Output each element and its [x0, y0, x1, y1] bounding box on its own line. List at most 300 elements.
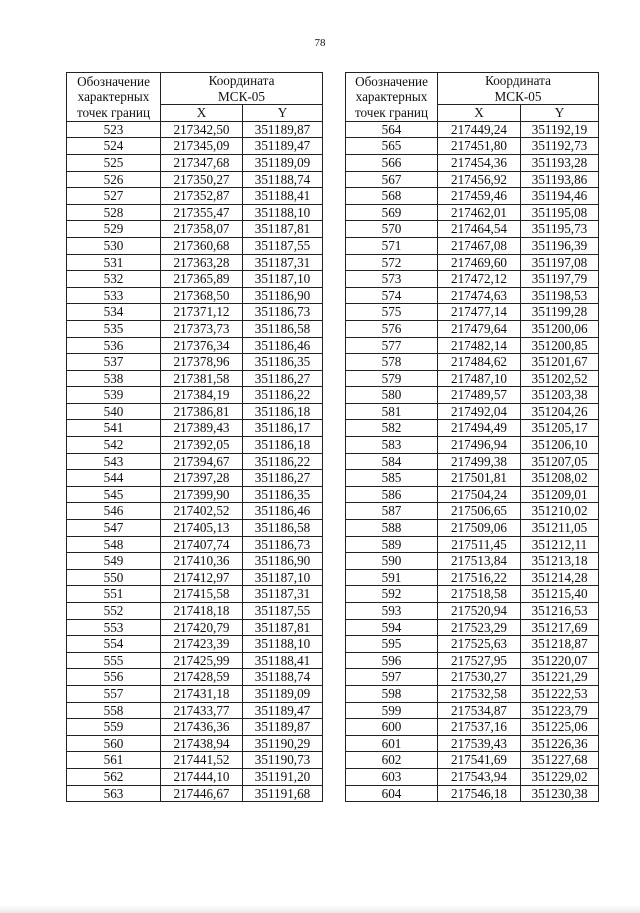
point-number-cell: 559: [67, 719, 161, 736]
point-number-cell: 598: [346, 685, 438, 702]
point-number-cell: 596: [346, 652, 438, 669]
x-coordinate-cell: 217415,58: [161, 586, 243, 603]
x-coordinate-cell: 217394,67: [161, 453, 243, 470]
x-coordinate-cell: 217410,36: [161, 553, 243, 570]
point-number-cell: 584: [346, 453, 438, 470]
table-header: [346, 73, 599, 122]
point-number-cell: 588: [346, 520, 438, 537]
table-row: [346, 553, 599, 570]
point-number-cell: 555: [67, 652, 161, 669]
table-body: [67, 121, 323, 801]
table-row: [67, 403, 323, 420]
y-coordinate-cell: 351186,35: [243, 354, 323, 371]
table-body: [346, 121, 599, 801]
y-coordinate-cell: 351188,41: [243, 188, 323, 205]
table-row: [67, 387, 323, 404]
point-number-cell: 550: [67, 569, 161, 586]
y-coordinate-cell: 351206,10: [521, 437, 599, 454]
table-row: [67, 320, 323, 337]
table-row: [67, 520, 323, 537]
x-coordinate-cell: 217376,34: [161, 337, 243, 354]
table-row: [346, 138, 599, 155]
x-coordinate-cell: 217506,65: [438, 503, 521, 520]
x-coordinate-cell: 217530,27: [438, 669, 521, 686]
x-coordinate-cell: 217474,63: [438, 287, 521, 304]
x-coordinate-cell: 217412,97: [161, 569, 243, 586]
y-coordinate-cell: 351199,28: [521, 304, 599, 321]
x-coordinate-cell: 217363,28: [161, 254, 243, 271]
table-row: [346, 221, 599, 238]
y-coordinate-cell: 351190,29: [243, 735, 323, 752]
table-row: [67, 685, 323, 702]
x-coordinate-cell: 217441,52: [161, 752, 243, 769]
table-row: [67, 254, 323, 271]
x-coordinate-cell: 217381,58: [161, 370, 243, 387]
y-coordinate-cell: 351187,55: [243, 603, 323, 620]
point-number-cell: 603: [346, 768, 438, 785]
x-coordinate-cell: 217537,16: [438, 719, 521, 736]
table-row: [346, 685, 599, 702]
x-coordinate-cell: 217347,68: [161, 154, 243, 171]
coordinate-system-header: Координата МСК-05: [161, 73, 323, 105]
x-coordinate-cell: 217546,18: [438, 785, 521, 802]
x-coordinate-cell: 217467,08: [438, 237, 521, 254]
y-coordinate-cell: 351191,68: [243, 785, 323, 802]
x-coordinate-cell: 217459,46: [438, 188, 521, 205]
table-row: [346, 437, 599, 454]
x-coordinate-cell: 217511,45: [438, 536, 521, 553]
table-row: [67, 437, 323, 454]
x-coordinate-cell: 217407,74: [161, 536, 243, 553]
y-coordinate-cell: 351190,73: [243, 752, 323, 769]
table-row: [67, 486, 323, 503]
point-number-cell: 572: [346, 254, 438, 271]
x-coordinate-cell: 217438,94: [161, 735, 243, 752]
y-coordinate-cell: 351208,02: [521, 470, 599, 487]
x-coordinate-cell: 217425,99: [161, 652, 243, 669]
table-row: [346, 420, 599, 437]
table-row: [67, 785, 323, 802]
x-coordinate-cell: 217389,43: [161, 420, 243, 437]
table-row: [67, 586, 323, 603]
table-row: [346, 470, 599, 487]
point-number-cell: 602: [346, 752, 438, 769]
x-coordinate-cell: 217345,09: [161, 138, 243, 155]
table-row: [67, 503, 323, 520]
x-coordinate-cell: 217541,69: [438, 752, 521, 769]
point-number-cell: 543: [67, 453, 161, 470]
point-number-cell: 545: [67, 486, 161, 503]
y-coordinate-cell: 351200,06: [521, 320, 599, 337]
x-coordinate-cell: 217444,10: [161, 768, 243, 785]
x-coordinate-cell: 217446,67: [161, 785, 243, 802]
table-row: [346, 370, 599, 387]
x-coordinate-cell: 217418,18: [161, 603, 243, 620]
point-number-cell: 592: [346, 586, 438, 603]
table-row: [346, 719, 599, 736]
table-row: [346, 536, 599, 553]
y-coordinate-cell: 351186,18: [243, 403, 323, 420]
y-coordinate-cell: 351186,58: [243, 320, 323, 337]
table-row: [346, 453, 599, 470]
table-row: [346, 486, 599, 503]
y-coordinate-cell: 351186,46: [243, 503, 323, 520]
x-coordinate-cell: 217484,62: [438, 354, 521, 371]
y-coordinate-cell: 351226,36: [521, 735, 599, 752]
y-coordinate-cell: 351202,52: [521, 370, 599, 387]
y-coordinate-cell: 351197,79: [521, 271, 599, 288]
point-number-cell: 563: [67, 785, 161, 802]
point-number-cell: 564: [346, 121, 438, 138]
point-number-cell: 565: [346, 138, 438, 155]
table-row: [67, 652, 323, 669]
y-coordinate-cell: 351186,46: [243, 337, 323, 354]
x-coordinate-cell: 217368,50: [161, 287, 243, 304]
y-coordinate-cell: 351188,10: [243, 636, 323, 653]
y-coordinate-cell: 351217,69: [521, 619, 599, 636]
y-coordinate-cell: 351204,26: [521, 403, 599, 420]
point-number-cell: 576: [346, 320, 438, 337]
table-row: [67, 171, 323, 188]
point-number-cell: 548: [67, 536, 161, 553]
y-coordinate-cell: 351207,05: [521, 453, 599, 470]
x-coordinate-cell: 217352,87: [161, 188, 243, 205]
point-number-cell: 551: [67, 586, 161, 603]
y-coordinate-cell: 351188,41: [243, 652, 323, 669]
table-row: [67, 453, 323, 470]
x-coordinate-cell: 217423,39: [161, 636, 243, 653]
y-coordinate-cell: 351186,58: [243, 520, 323, 537]
point-number-cell: 579: [346, 370, 438, 387]
x-coordinate-cell: 217499,38: [438, 453, 521, 470]
x-coordinate-cell: 217469,60: [438, 254, 521, 271]
point-number-cell: 585: [346, 470, 438, 487]
x-coordinate-cell: 217342,50: [161, 121, 243, 138]
x-coordinate-cell: 217472,12: [438, 271, 521, 288]
point-number-cell: 566: [346, 154, 438, 171]
table-row: [67, 304, 323, 321]
table-row: [67, 603, 323, 620]
point-designation-header: Обозначение характерных точек границ: [346, 73, 438, 122]
y-coordinate-cell: 351188,10: [243, 204, 323, 221]
point-number-cell: 531: [67, 254, 161, 271]
x-coordinate-cell: 217532,58: [438, 685, 521, 702]
y-coordinate-cell: 351221,29: [521, 669, 599, 686]
x-coordinate-cell: 217358,07: [161, 221, 243, 238]
y-coordinate-cell: 351193,86: [521, 171, 599, 188]
y-coordinate-cell: 351186,90: [243, 287, 323, 304]
point-number-cell: 530: [67, 237, 161, 254]
point-number-cell: 581: [346, 403, 438, 420]
x-coordinate-cell: 217405,13: [161, 520, 243, 537]
y-coordinate-cell: 351215,40: [521, 586, 599, 603]
point-number-cell: 558: [67, 702, 161, 719]
point-number-cell: 535: [67, 320, 161, 337]
table-row: [346, 354, 599, 371]
point-number-cell: 556: [67, 669, 161, 686]
y-coordinate-cell: 351229,02: [521, 768, 599, 785]
table-row: [67, 619, 323, 636]
y-coordinate-cell: 351186,73: [243, 536, 323, 553]
x-coordinate-cell: 217420,79: [161, 619, 243, 636]
point-number-cell: 536: [67, 337, 161, 354]
point-number-cell: 593: [346, 603, 438, 620]
point-number-cell: 604: [346, 785, 438, 802]
table-row: [67, 669, 323, 686]
y-coordinate-cell: 351189,87: [243, 719, 323, 736]
x-coordinate-cell: 217433,77: [161, 702, 243, 719]
y-coordinate-cell: 351186,35: [243, 486, 323, 503]
point-number-cell: 577: [346, 337, 438, 354]
point-number-cell: 573: [346, 271, 438, 288]
table-row: [67, 636, 323, 653]
x-column-header: X: [161, 105, 243, 122]
table-row: [346, 237, 599, 254]
x-coordinate-cell: 217355,47: [161, 204, 243, 221]
point-number-cell: 547: [67, 520, 161, 537]
y-coordinate-cell: 351223,79: [521, 702, 599, 719]
table-row: [67, 735, 323, 752]
x-coordinate-cell: 217360,68: [161, 237, 243, 254]
x-coordinate-cell: 217397,28: [161, 470, 243, 487]
coordinate-system-header: Координата МСК-05: [438, 73, 599, 105]
table-row: [67, 121, 323, 138]
y-coordinate-cell: 351203,38: [521, 387, 599, 404]
coordinates-table-right: [345, 72, 599, 802]
table-row: [67, 719, 323, 736]
y-coordinate-cell: 351198,53: [521, 287, 599, 304]
table-row: [67, 154, 323, 171]
point-number-cell: 533: [67, 287, 161, 304]
x-coordinate-cell: 217350,27: [161, 171, 243, 188]
table-row: [346, 768, 599, 785]
x-coordinate-cell: 217378,96: [161, 354, 243, 371]
y-coordinate-cell: 351200,85: [521, 337, 599, 354]
y-coordinate-cell: 351188,74: [243, 669, 323, 686]
x-coordinate-cell: 217523,29: [438, 619, 521, 636]
x-coordinate-cell: 217428,59: [161, 669, 243, 686]
table-row: [67, 271, 323, 288]
y-coordinate-cell: 351194,46: [521, 188, 599, 205]
point-number-cell: 578: [346, 354, 438, 371]
table-row: [67, 287, 323, 304]
y-coordinate-cell: 351218,87: [521, 636, 599, 653]
y-coordinate-cell: 351187,55: [243, 237, 323, 254]
table-row: [67, 569, 323, 586]
table-row: [67, 536, 323, 553]
x-coordinate-cell: 217489,57: [438, 387, 521, 404]
point-number-cell: 528: [67, 204, 161, 221]
table-row: [346, 520, 599, 537]
point-number-cell: 591: [346, 569, 438, 586]
y-coordinate-cell: 351216,53: [521, 603, 599, 620]
x-coordinate-cell: 217513,84: [438, 553, 521, 570]
table-row: [346, 154, 599, 171]
point-number-cell: 582: [346, 420, 438, 437]
x-coordinate-cell: 217464,54: [438, 221, 521, 238]
table-row: [346, 785, 599, 802]
point-number-cell: 583: [346, 437, 438, 454]
y-coordinate-cell: 351195,08: [521, 204, 599, 221]
point-number-cell: 524: [67, 138, 161, 155]
y-coordinate-cell: 351193,28: [521, 154, 599, 171]
y-coordinate-cell: 351209,01: [521, 486, 599, 503]
y-coordinate-cell: 351196,39: [521, 237, 599, 254]
table-row: [346, 403, 599, 420]
point-number-cell: 594: [346, 619, 438, 636]
table-row: [346, 503, 599, 520]
x-coordinate-cell: 217451,80: [438, 138, 521, 155]
point-number-cell: 529: [67, 221, 161, 238]
x-coordinate-cell: 217520,94: [438, 603, 521, 620]
y-coordinate-cell: 351192,73: [521, 138, 599, 155]
y-coordinate-cell: 351186,18: [243, 437, 323, 454]
point-number-cell: 561: [67, 752, 161, 769]
point-number-cell: 552: [67, 603, 161, 620]
y-coordinate-cell: 351230,38: [521, 785, 599, 802]
y-coordinate-cell: 351186,73: [243, 304, 323, 321]
page-number: 78: [314, 37, 326, 49]
table-row: [346, 652, 599, 669]
table-row: [67, 768, 323, 785]
y-coordinate-cell: 351189,47: [243, 138, 323, 155]
point-number-cell: 570: [346, 221, 438, 238]
point-number-cell: 560: [67, 735, 161, 752]
table-row: [67, 221, 323, 238]
y-coordinate-cell: 351186,27: [243, 370, 323, 387]
table-row: [67, 752, 323, 769]
y-coordinate-cell: 351192,19: [521, 121, 599, 138]
table-row: [67, 420, 323, 437]
x-coordinate-cell: 217479,64: [438, 320, 521, 337]
point-number-cell: 527: [67, 188, 161, 205]
table-row: [346, 735, 599, 752]
point-number-cell: 537: [67, 354, 161, 371]
table-row: [67, 470, 323, 487]
point-number-cell: 571: [346, 237, 438, 254]
point-number-cell: 540: [67, 403, 161, 420]
x-coordinate-cell: 217492,04: [438, 403, 521, 420]
point-number-cell: 587: [346, 503, 438, 520]
point-number-cell: 526: [67, 171, 161, 188]
x-coordinate-cell: 217504,24: [438, 486, 521, 503]
point-number-cell: 541: [67, 420, 161, 437]
x-coordinate-cell: 217509,06: [438, 520, 521, 537]
table-row: [67, 702, 323, 719]
y-coordinate-cell: 351195,73: [521, 221, 599, 238]
y-coordinate-cell: 351187,81: [243, 221, 323, 238]
table-row: [346, 702, 599, 719]
point-number-cell: 567: [346, 171, 438, 188]
x-coordinate-cell: 217518,58: [438, 586, 521, 603]
point-number-cell: 532: [67, 271, 161, 288]
table-row: [67, 138, 323, 155]
x-coordinate-cell: 217462,01: [438, 204, 521, 221]
table-header: [67, 73, 323, 122]
point-number-cell: 553: [67, 619, 161, 636]
x-coordinate-cell: 217431,18: [161, 685, 243, 702]
table-row: [346, 188, 599, 205]
x-coordinate-cell: 217477,14: [438, 304, 521, 321]
table-row: [67, 337, 323, 354]
table-row: [346, 204, 599, 221]
table-row: [67, 553, 323, 570]
x-column-header: X: [438, 105, 521, 122]
y-coordinate-cell: 351187,31: [243, 254, 323, 271]
x-coordinate-cell: 217525,63: [438, 636, 521, 653]
x-coordinate-cell: 217386,81: [161, 403, 243, 420]
y-coordinate-cell: 351210,02: [521, 503, 599, 520]
table-row: [346, 337, 599, 354]
table-row: [346, 171, 599, 188]
y-coordinate-cell: 351186,27: [243, 470, 323, 487]
y-coordinate-cell: 351191,20: [243, 768, 323, 785]
table-row: [346, 586, 599, 603]
x-coordinate-cell: 217436,36: [161, 719, 243, 736]
point-number-cell: 525: [67, 154, 161, 171]
y-coordinate-cell: 351197,08: [521, 254, 599, 271]
x-coordinate-cell: 217527,95: [438, 652, 521, 669]
table-row: [346, 254, 599, 271]
table-row: [346, 121, 599, 138]
table-row: [346, 603, 599, 620]
x-coordinate-cell: 217516,22: [438, 569, 521, 586]
y-coordinate-cell: 351222,53: [521, 685, 599, 702]
x-coordinate-cell: 217373,73: [161, 320, 243, 337]
y-column-header: Y: [521, 105, 599, 122]
y-coordinate-cell: 351189,09: [243, 154, 323, 171]
x-coordinate-cell: 217392,05: [161, 437, 243, 454]
table-row: [346, 569, 599, 586]
x-coordinate-cell: 217534,87: [438, 702, 521, 719]
y-coordinate-cell: 351214,28: [521, 569, 599, 586]
point-number-cell: 569: [346, 204, 438, 221]
y-coordinate-cell: 351187,81: [243, 619, 323, 636]
y-coordinate-cell: 351211,05: [521, 520, 599, 537]
y-coordinate-cell: 351187,10: [243, 569, 323, 586]
y-coordinate-cell: 351189,09: [243, 685, 323, 702]
y-coordinate-cell: 351189,47: [243, 702, 323, 719]
y-coordinate-cell: 351189,87: [243, 121, 323, 138]
x-coordinate-cell: 217449,24: [438, 121, 521, 138]
point-number-cell: 574: [346, 287, 438, 304]
point-number-cell: 595: [346, 636, 438, 653]
table-row: [67, 370, 323, 387]
table-row: [67, 188, 323, 205]
y-coordinate-cell: 351186,90: [243, 553, 323, 570]
point-number-cell: 568: [346, 188, 438, 205]
x-coordinate-cell: 217543,94: [438, 768, 521, 785]
table-row: [346, 752, 599, 769]
x-coordinate-cell: 217501,81: [438, 470, 521, 487]
coordinates-table-left: [66, 72, 323, 802]
point-number-cell: 557: [67, 685, 161, 702]
y-coordinate-cell: 351201,67: [521, 354, 599, 371]
point-number-cell: 562: [67, 768, 161, 785]
point-number-cell: 554: [67, 636, 161, 653]
point-number-cell: 580: [346, 387, 438, 404]
table-row: [346, 619, 599, 636]
x-coordinate-cell: 217487,10: [438, 370, 521, 387]
point-number-cell: 597: [346, 669, 438, 686]
point-number-cell: 549: [67, 553, 161, 570]
point-number-cell: 534: [67, 304, 161, 321]
table-row: [346, 287, 599, 304]
y-coordinate-cell: 351186,17: [243, 420, 323, 437]
y-coordinate-cell: 351220,07: [521, 652, 599, 669]
x-coordinate-cell: 217482,14: [438, 337, 521, 354]
table-row: [346, 636, 599, 653]
